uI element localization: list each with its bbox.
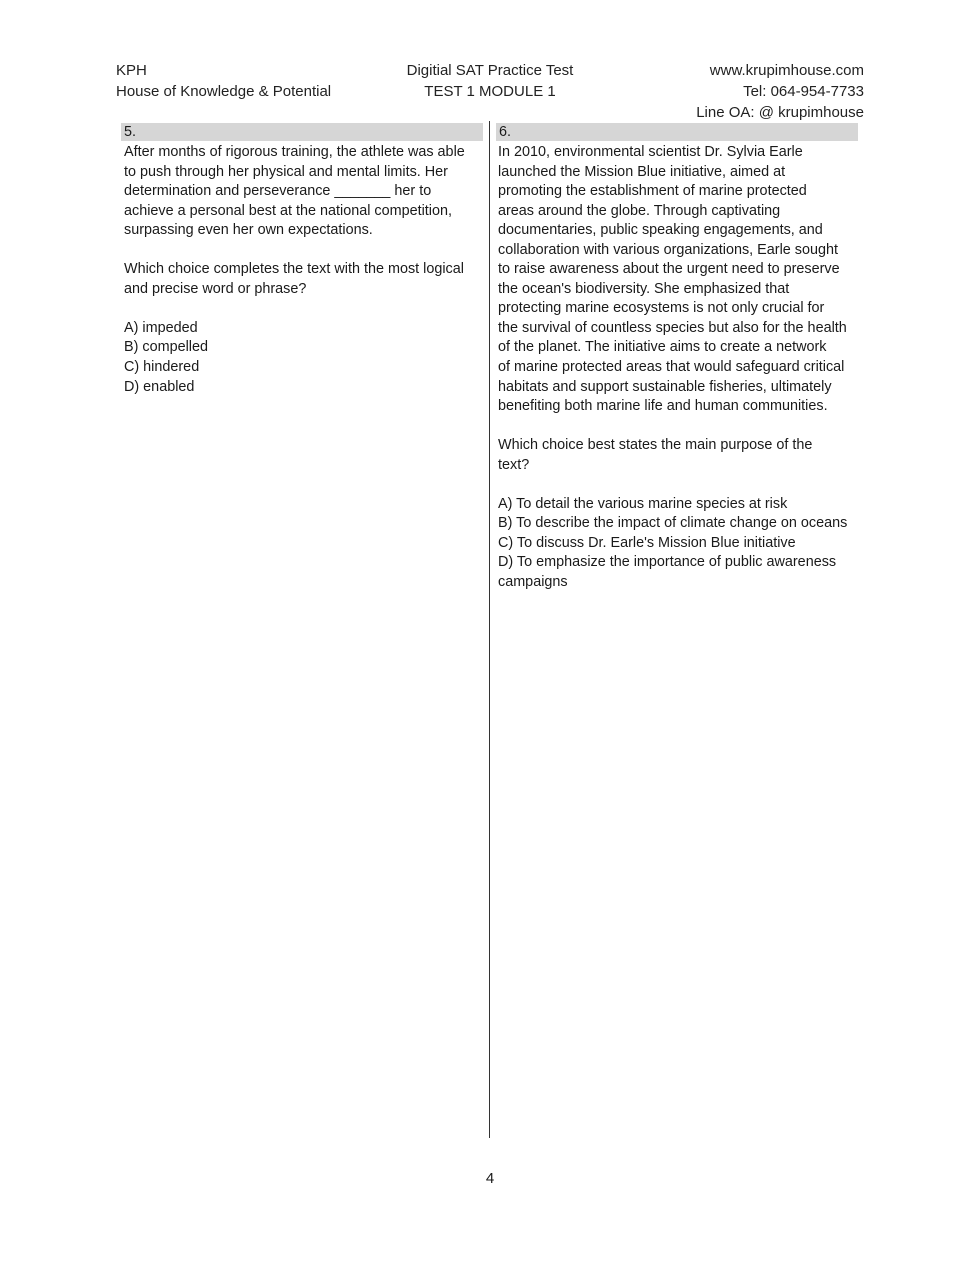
question-line: text? <box>498 456 530 473</box>
answer-choice: D) enabled <box>124 378 195 395</box>
passage-line: surpassing even her own expectations. <box>124 222 373 239</box>
passage-line: to push through her physical and mental limits. Her <box>124 163 448 180</box>
passage-line: collaboration with various organizations, Earle sought <box>498 241 838 258</box>
header-phone: Tel: 064-954-7733 <box>743 83 864 100</box>
answer-choice: A) impeded <box>124 319 198 336</box>
header-left <box>116 60 331 102</box>
question-6 <box>498 143 847 593</box>
passage-line: After months of rigorous training, the athlete was able <box>124 144 465 160</box>
question-line: Which choice completes the text with the most logical <box>124 261 464 278</box>
column-divider <box>489 121 490 1138</box>
passage-line: the survival of countless species but also for the health <box>498 319 847 336</box>
passage-line: of marine protected areas that would safeguard critical <box>498 359 845 376</box>
header-org-abbr: KPH <box>116 62 147 79</box>
passage-line: areas around the globe. Through captivating <box>498 202 781 219</box>
header-test-title: Digitial SAT Practice Test <box>406 62 574 79</box>
header-website: www.krupimhouse.com <box>709 62 864 79</box>
passage-line: protecting marine ecosystems is not only crucial for <box>498 300 825 317</box>
passage-line: In 2010, environmental scientist Dr. Sylvia Earle <box>498 144 803 160</box>
passage-line: habitats and support sustainable fisheries, ultimately <box>498 378 832 395</box>
question-line: and precise word or phrase? <box>124 280 307 297</box>
paragraph-gap <box>498 417 847 437</box>
answer-choice: B) compelled <box>124 339 208 356</box>
header-line-oa: Line OA: @ krupimhouse <box>696 104 864 121</box>
passage-line: of the planet. The initiative aims to create a network <box>498 339 827 356</box>
passage-line: benefiting both marine life and human communities. <box>498 398 828 415</box>
question-5-number: 5. <box>121 123 483 141</box>
question-5 <box>124 143 465 397</box>
answer-choice: B) To describe the impact of climate change on oceans <box>498 515 848 532</box>
paragraph-gap <box>498 475 847 495</box>
header-center <box>380 60 600 102</box>
passage-line: documentaries, public speaking engagements, and <box>498 222 823 239</box>
passage-line: promoting the establishment of marine protected <box>498 183 807 200</box>
passage-line: determination and perseverance _______ her to <box>124 183 432 200</box>
header-org-name: House of Knowledge & Potential <box>116 83 332 100</box>
answer-choice: C) hindered <box>124 359 200 376</box>
page-number: 4 <box>485 1170 495 1187</box>
header-module: TEST 1 MODULE 1 <box>424 83 556 100</box>
question-line: Which choice best states the main purpose of the <box>498 437 813 454</box>
passage-line: achieve a personal best at the national competition, <box>124 202 452 219</box>
paragraph-gap <box>124 299 465 319</box>
passage-line: launched the Mission Blue initiative, aimed at <box>498 163 786 180</box>
answer-choice: A) To detail the various marine species at risk <box>498 495 788 512</box>
answer-choice: D) To emphasize the importance of public awareness <box>498 554 837 571</box>
question-6-number: 6. <box>496 123 858 141</box>
passage-line: to raise awareness about the urgent need to preserve <box>498 261 840 278</box>
answer-choice: campaigns <box>498 574 568 591</box>
answer-choice: C) To discuss Dr. Earle's Mission Blue initiative <box>498 534 796 551</box>
passage-line: the ocean's biodiversity. She emphasized that <box>498 280 790 297</box>
header-right <box>696 60 864 123</box>
paragraph-gap <box>124 241 465 261</box>
